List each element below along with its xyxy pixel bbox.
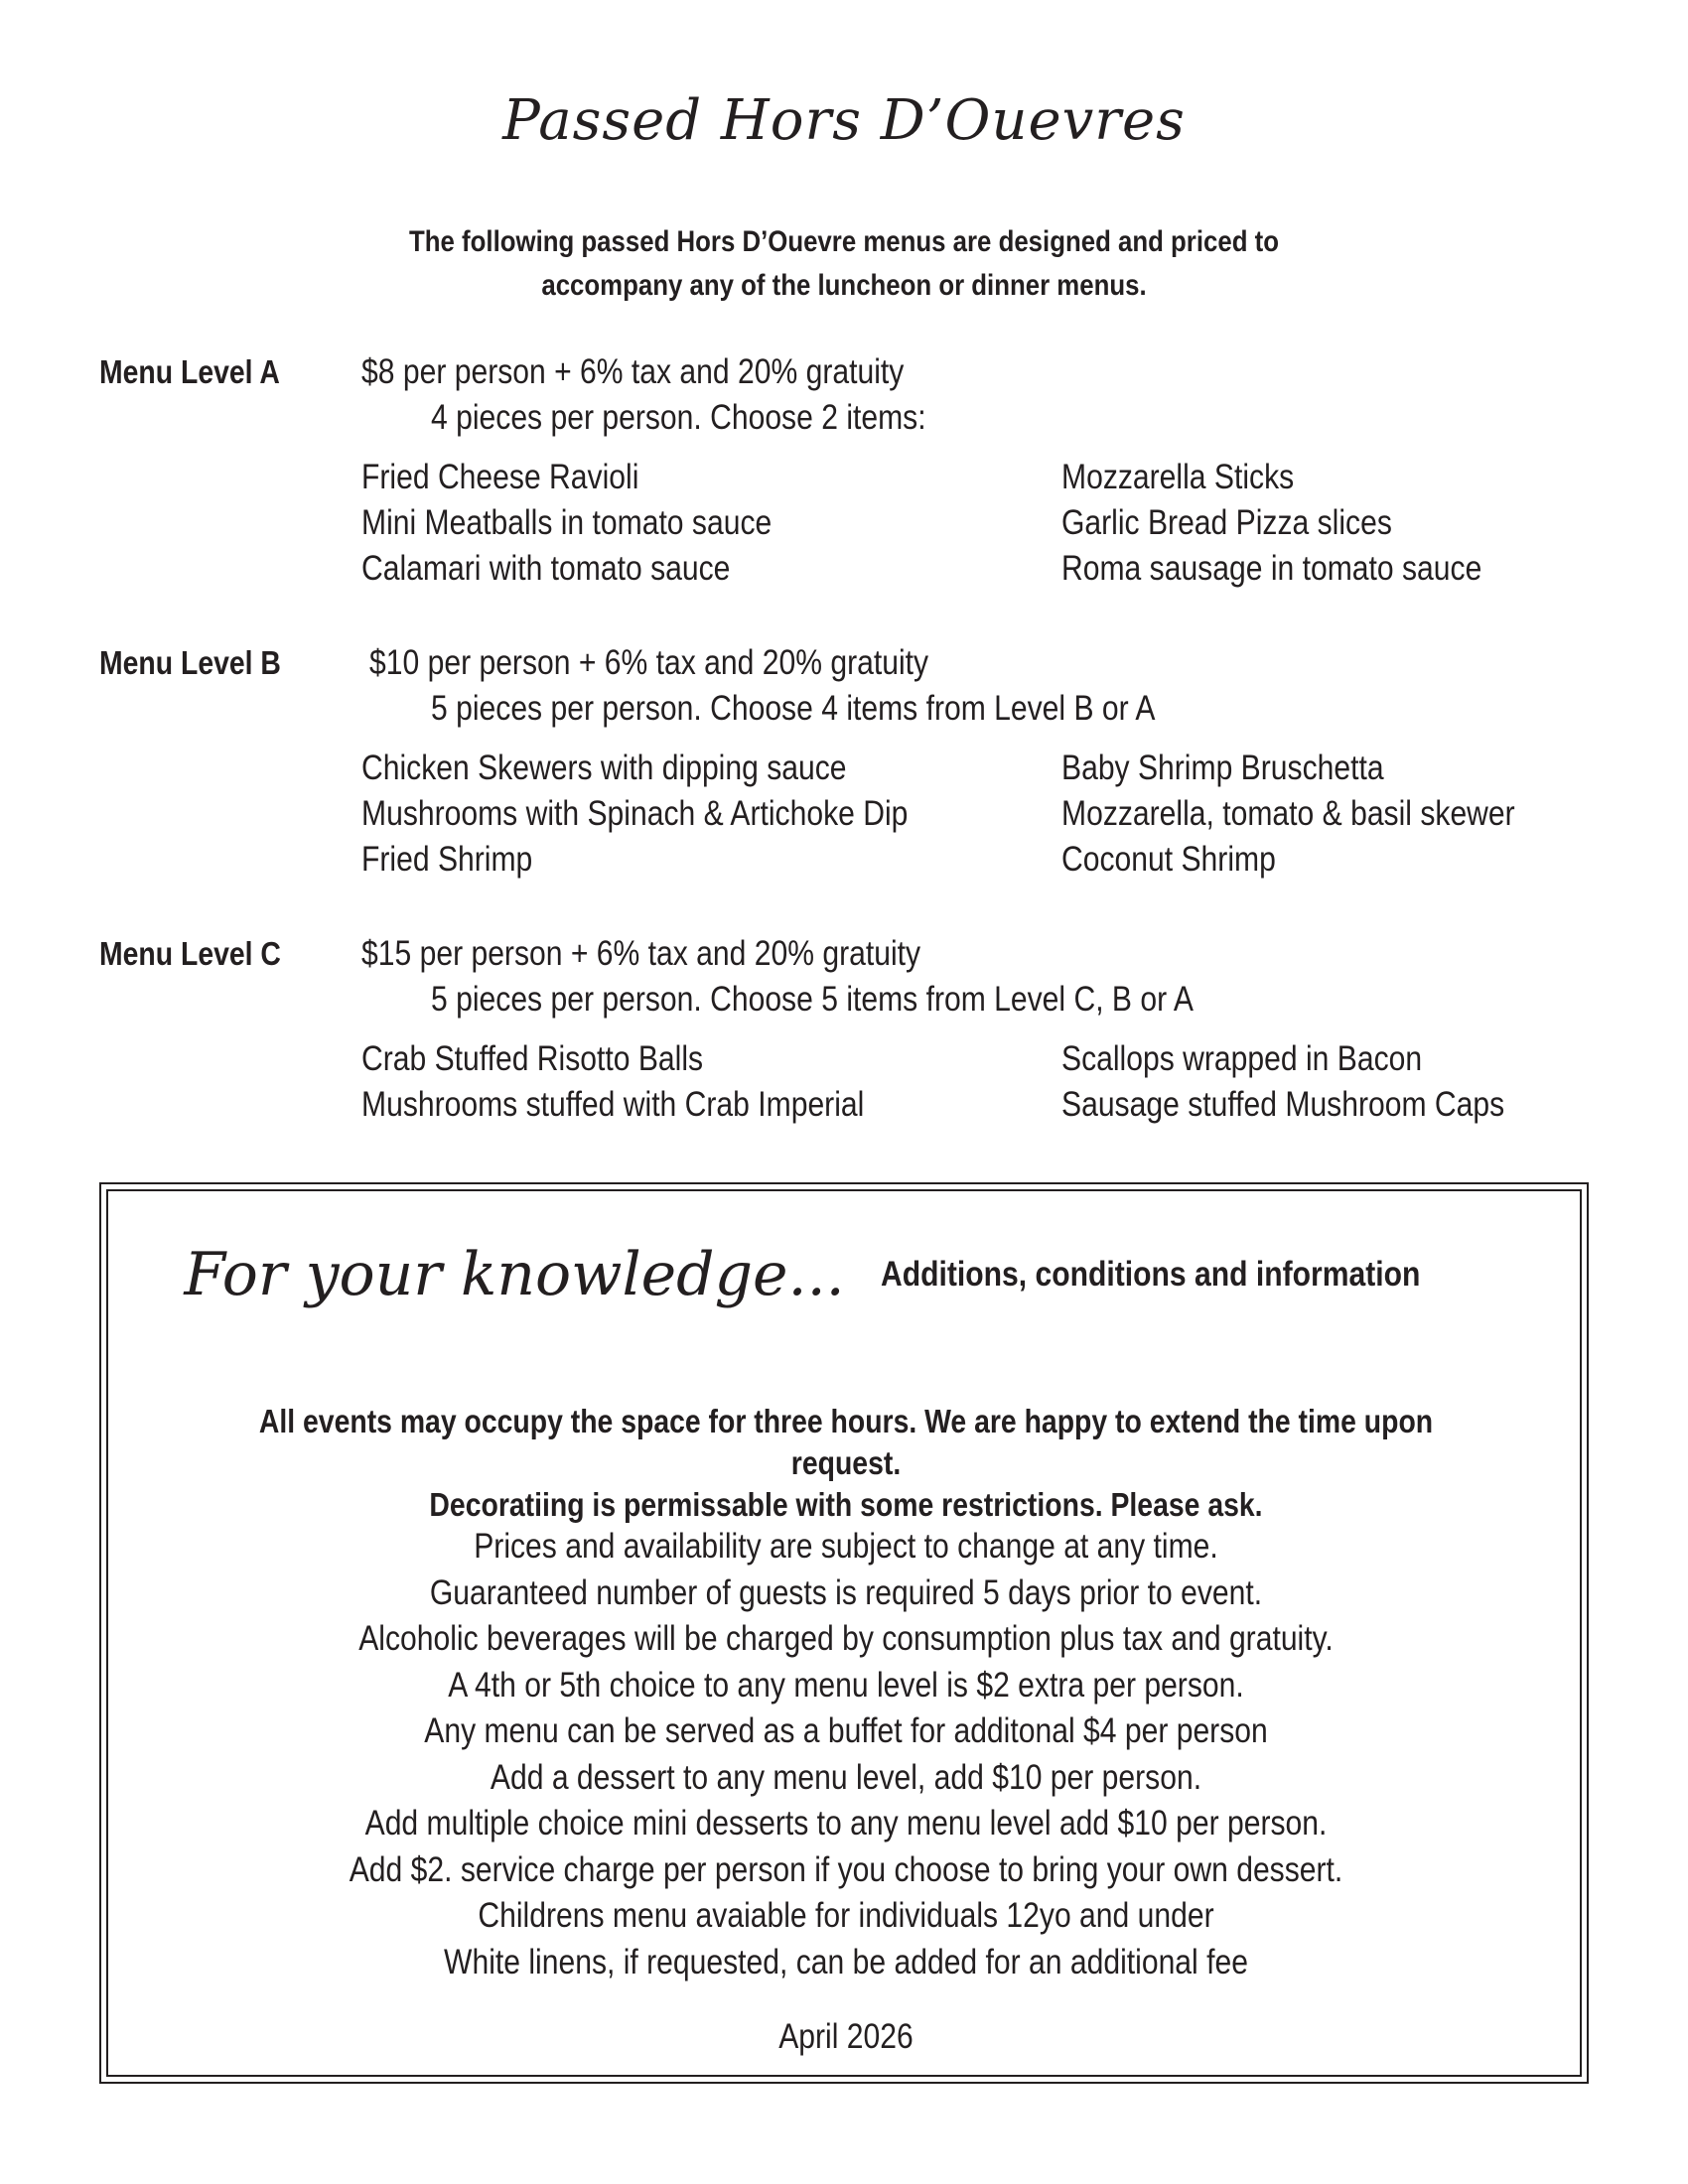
- menu-level-pieces: 4 pieces per person. Choose 2 items:: [431, 398, 926, 437]
- menu-item: Mushrooms stuffed with Crab Imperial: [361, 1085, 865, 1124]
- menu-item: Mozzarella Sticks: [1061, 458, 1295, 496]
- menu-level-pieces: 5 pieces per person. Choose 5 items from Level C, B or A: [431, 980, 1194, 1019]
- menu-item: Mozzarella, tomato & basil skewer: [1061, 794, 1515, 833]
- menu-item: Coconut Shrimp: [1061, 840, 1276, 879]
- page-title: Passed Hors D’Ouevres: [502, 88, 1186, 153]
- info-list: [206, 1524, 1486, 1985]
- menu-item: Mini Meatballs in tomato sauce: [361, 503, 773, 542]
- info-line: Guaranteed number of guests is required 5 days prior to event.: [429, 1572, 1263, 1612]
- info-line: Any menu can be served as a buffet for additonal $4 per person: [424, 1711, 1268, 1750]
- policy-line: Decoratiing is permissable with some restrictions. Please ask.: [429, 1486, 1263, 1523]
- menu-level-label: Menu Level B: [99, 644, 281, 681]
- info-line: Childrens menu avaiable for individuals 12yo and under: [478, 1896, 1214, 1935]
- menu-level-b: [99, 640, 1589, 888]
- policy-line: All events may occupy the space for three hours. We are happy to extend the time upon request.: [258, 1403, 1434, 1481]
- menu-item: Fried Shrimp: [361, 840, 533, 879]
- menu-level-label: Menu Level A: [99, 353, 280, 390]
- menu-item: Scallops wrapped in Bacon: [1061, 1039, 1423, 1078]
- info-line: Prices and availability are subject to change at any time.: [474, 1527, 1218, 1566]
- menu-level-price: $8 per person + 6% tax and 20% gratuity: [361, 352, 905, 391]
- knowledge-heading: [101, 1240, 1591, 1309]
- info-line: Add a dessert to any menu level, add $10 per person.: [490, 1757, 1202, 1797]
- knowledge-box: [99, 1182, 1589, 2084]
- menu-level-label: Menu Level C: [99, 935, 281, 972]
- menu-item: Garlic Bread Pizza slices: [1061, 503, 1392, 542]
- intro-line: accompany any of the luncheon or dinner menus.: [541, 269, 1147, 302]
- info-line: White linens, if requested, can be added for an additional fee: [444, 1942, 1248, 1981]
- policy-notes: [206, 1401, 1486, 1526]
- menu-level-pieces: 5 pieces per person. Choose 4 items from Level B or A: [431, 689, 1156, 728]
- menu-item: Sausage stuffed Mushroom Caps: [1061, 1085, 1505, 1124]
- menu-level-price: $15 per person + 6% tax and 20% gratuity: [361, 934, 921, 973]
- info-line: Add multiple choice mini desserts to any menu level add $10 per person.: [364, 1804, 1328, 1843]
- menu-item: Roma sausage in tomato sauce: [1061, 549, 1482, 588]
- menu-item: Calamari with tomato sauce: [361, 549, 731, 588]
- info-line: A 4th or 5th choice to any menu level is $2 extra per person.: [448, 1665, 1244, 1705]
- menu-item: Chicken Skewers with dipping sauce: [361, 749, 847, 787]
- menu-item: Fried Cheese Ravioli: [361, 458, 639, 496]
- document-date: April 2026: [778, 2017, 914, 2056]
- intro-text: [118, 220, 1570, 308]
- menu-item: Baby Shrimp Bruschetta: [1061, 749, 1384, 787]
- info-line: Alcoholic beverages will be charged by consumption plus tax and gratuity.: [358, 1619, 1334, 1658]
- menu-level-c: [99, 931, 1589, 1140]
- intro-line: The following passed Hors D’Ouevre menus are designed and priced to: [409, 225, 1279, 258]
- menu-item: Mushrooms with Spinach & Artichoke Dip: [361, 794, 909, 833]
- info-line: Add $2. service charge per person if you choose to bring your own dessert.: [349, 1849, 1343, 1889]
- knowledge-subtitle: Additions, conditions and information: [880, 1255, 1421, 1294]
- menu-item: Crab Stuffed Risotto Balls: [361, 1039, 704, 1078]
- knowledge-title: For your knowledge...: [184, 1240, 845, 1309]
- menu-level-price: $10 per person + 6% tax and 20% gratuity: [369, 643, 929, 682]
- menu-level-a: [99, 349, 1589, 598]
